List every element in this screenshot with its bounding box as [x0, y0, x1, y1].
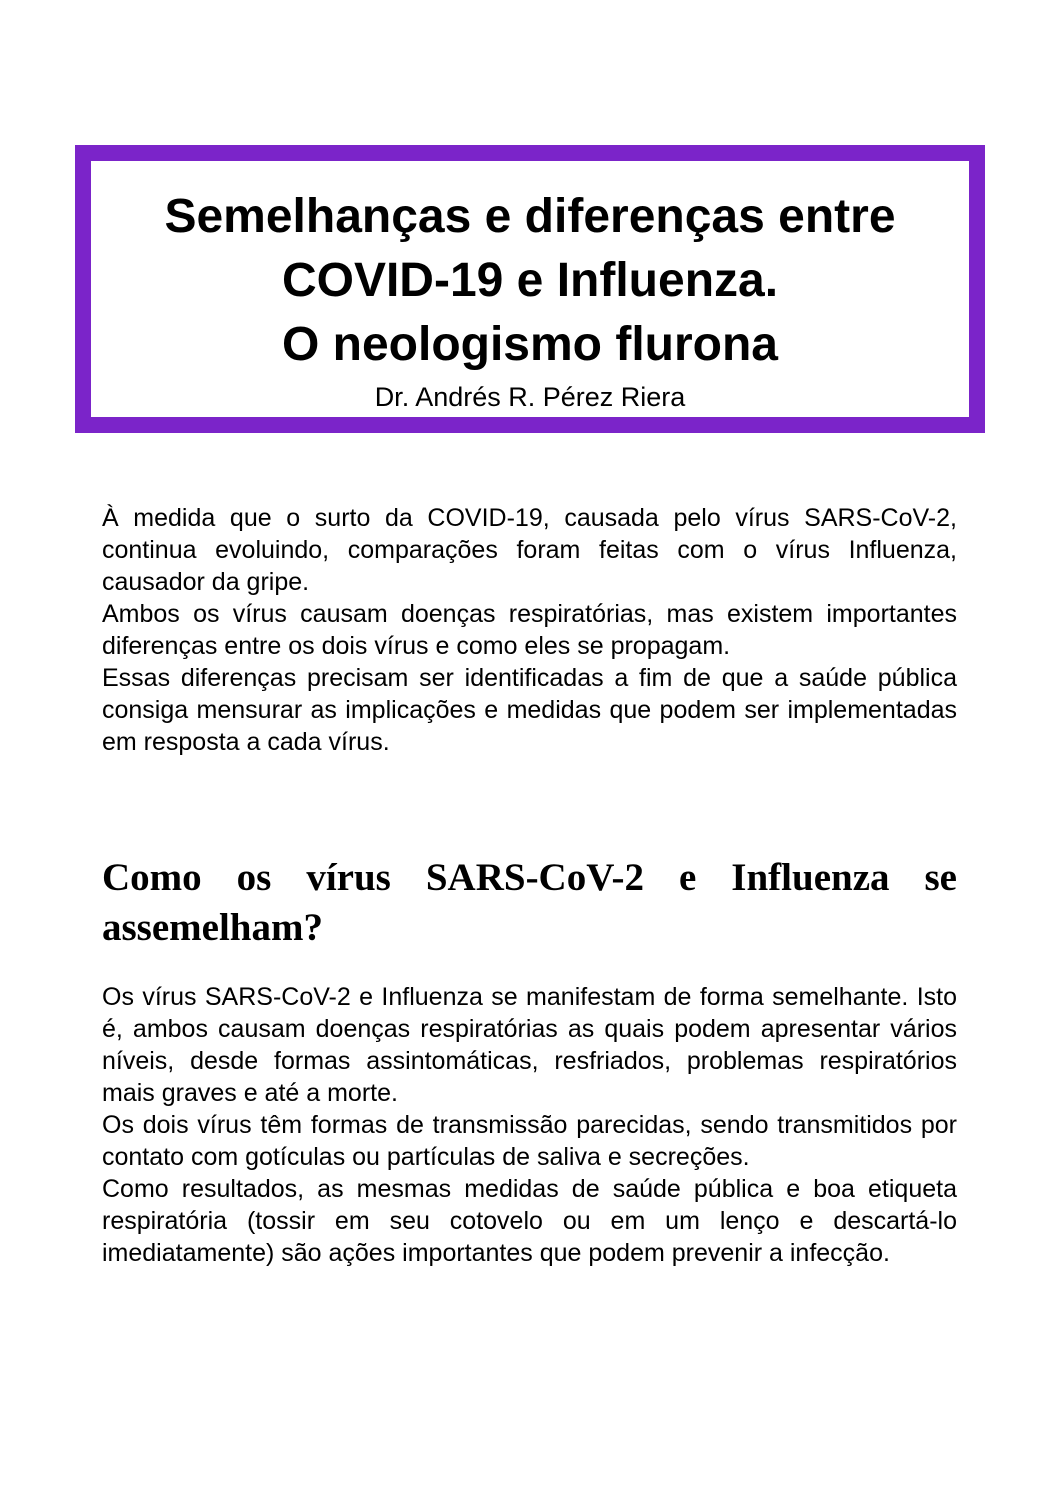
- author-name: Dr. Andrés R. Pérez Riera: [374, 382, 686, 412]
- section-paragraph-1: Os vírus SARS-CoV-2 e Influenza se manifestam de forma semelhante. Isto é, ambos causam doenças respiratórias as quais podem apresentar vários níveis, desde formas assintomáticas, resfriados, problemas respiratórios mais graves e até a morte.: [102, 983, 957, 1107]
- intro-paragraph-3: Essas diferenças precisam ser identificadas a fim de que a saúde pública consiga mensurar as implicações e medidas que podem ser implementadas em resposta a cada vírus.: [102, 664, 957, 756]
- title-box: [75, 145, 985, 433]
- document-title-line-1: Semelhanças e diferenças entre: [164, 190, 896, 243]
- intro-paragraph-1: À medida que o surto da COVID-19, causada pelo vírus SARS-CoV-2, continua evoluindo, comparações foram feitas com o vírus Influenza, causador da gripe.: [102, 504, 957, 596]
- section-text: [102, 981, 957, 1269]
- document-title-line-3: O neologismo flurona: [281, 318, 778, 371]
- intro-paragraph-2: Ambos os vírus causam doenças respiratórias, mas existem importantes diferenças entre os dois vírus e como eles se propagam.: [102, 600, 957, 660]
- section-heading: Como os vírus SARS-CoV-2 e Influenza se assemelham?: [102, 856, 957, 949]
- section-paragraph-3: Como resultados, as mesmas medidas de saúde pública e boa etiqueta respiratória (tossir em seu cotovelo ou em um lenço e descartá-lo imediatamente) são ações importantes que podem prevenir a infecção.: [102, 1175, 957, 1267]
- document-title-line-2: COVID-19 e Influenza.: [281, 254, 779, 307]
- section-paragraph-2: Os dois vírus têm formas de transmissão parecidas, sendo transmitidos por contato com gotículas ou partículas de saliva e secreções.: [102, 1111, 957, 1171]
- intro-text: [102, 502, 957, 758]
